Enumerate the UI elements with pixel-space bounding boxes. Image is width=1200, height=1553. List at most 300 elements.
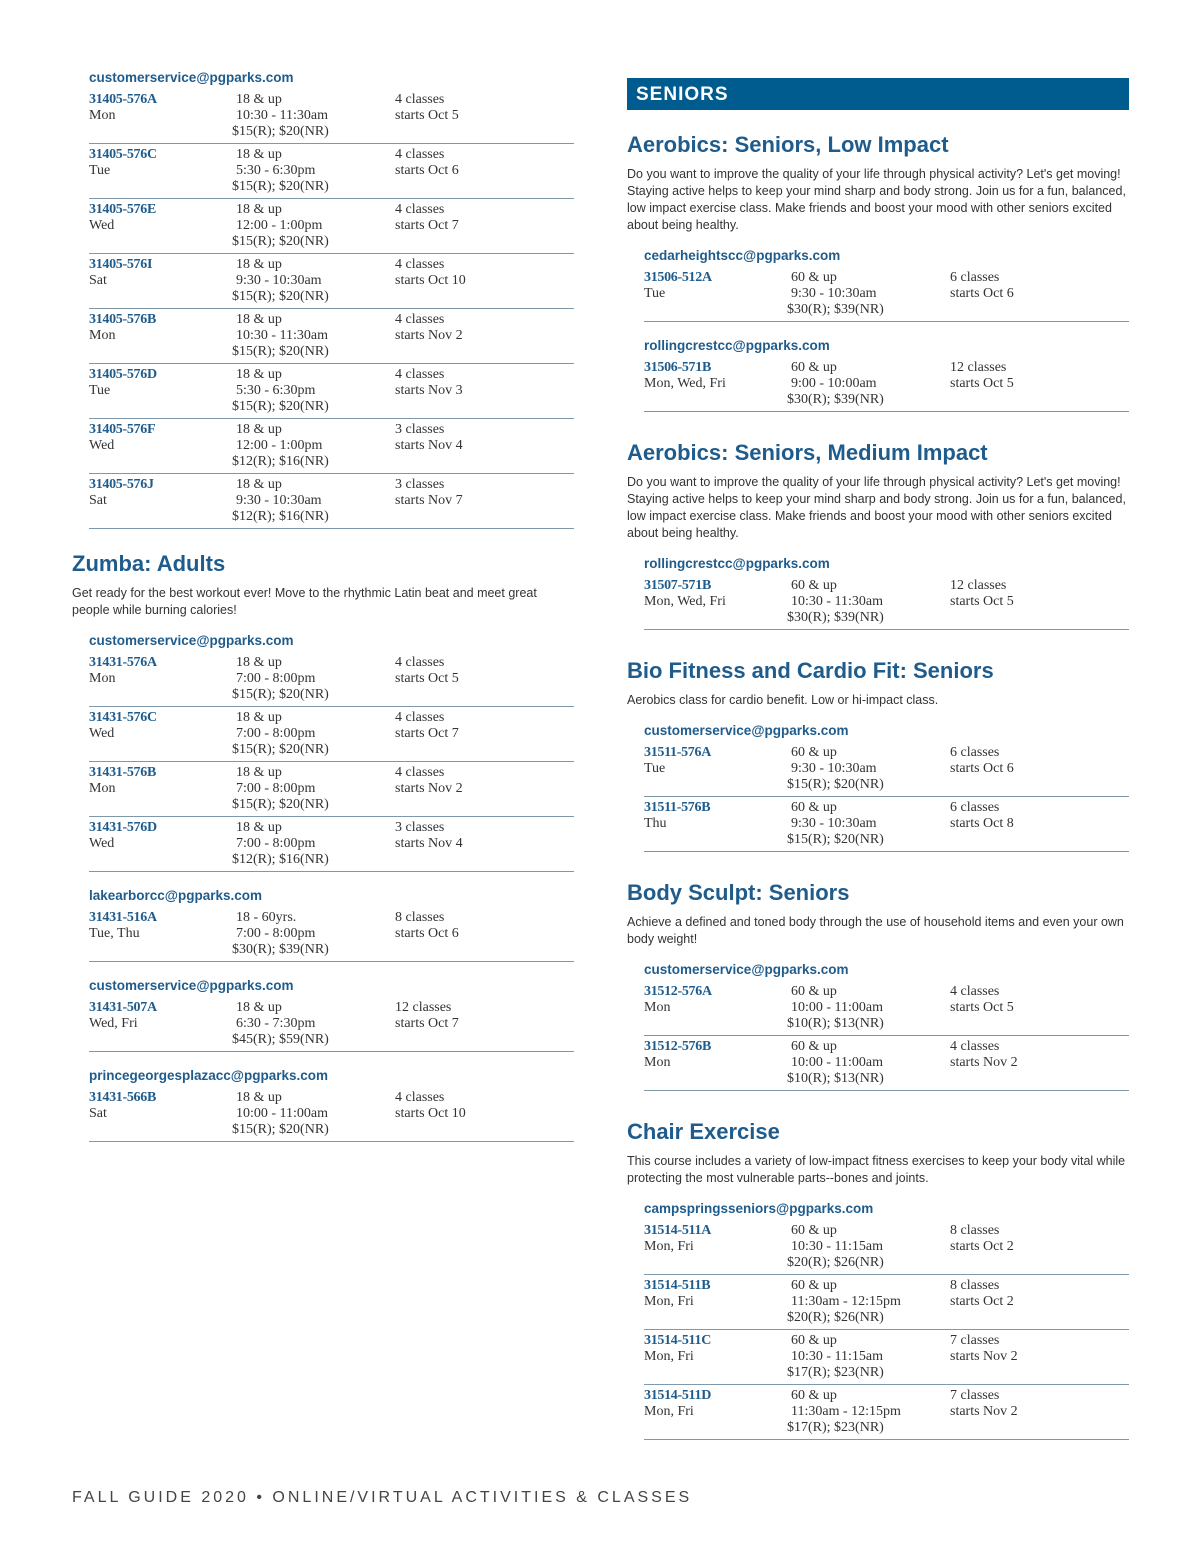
- class-code[interactable]: 31405-576J: [89, 477, 154, 492]
- class-count: 6 classes: [950, 745, 1000, 760]
- class-list: [627, 745, 1129, 852]
- class-entry: [644, 1333, 1129, 1385]
- entry-row: [89, 1000, 574, 1016]
- class-count: 4 classes: [395, 367, 445, 382]
- class-code[interactable]: 31405-576A: [89, 92, 157, 107]
- class-list: [627, 1223, 1129, 1440]
- section-zumba: [72, 551, 574, 1170]
- section-description: Get ready for the best workout ever! Move to the rhythmic Latin beat and meet great people while burning calories!: [72, 586, 537, 617]
- class-count: 4 classes: [395, 765, 445, 780]
- class-time: 5:30 - 6:30pm: [236, 383, 316, 398]
- class-start: starts Nov 2: [950, 1404, 1018, 1419]
- class-code[interactable]: 31511-576A: [644, 745, 712, 760]
- class-code[interactable]: 31405-576C: [89, 147, 157, 162]
- class-days: Sat: [89, 1106, 107, 1121]
- class-days: Mon, Wed, Fri: [644, 594, 726, 609]
- class-entry: [89, 1000, 574, 1052]
- class-age: 60 & up: [791, 800, 837, 815]
- entry-row: [89, 726, 574, 742]
- class-count: 4 classes: [395, 257, 445, 272]
- class-code[interactable]: 31431-576B: [89, 765, 157, 780]
- class-fee: $10(R); $13(NR): [787, 1016, 884, 1031]
- class-fee: $15(R); $20(NR): [232, 1122, 329, 1137]
- class-fee: $15(R); $20(NR): [787, 832, 884, 847]
- class-days: Mon: [89, 328, 116, 343]
- class-age: 60 & up: [791, 1278, 837, 1293]
- section-medium-impact: [627, 440, 1129, 658]
- schedule-group: [72, 70, 574, 529]
- class-list: [627, 578, 1129, 630]
- class-code[interactable]: 31511-576B: [644, 800, 711, 815]
- class-entry: [89, 147, 574, 199]
- class-count: 4 classes: [395, 1090, 445, 1105]
- class-code[interactable]: 31405-576F: [89, 422, 156, 437]
- class-entry: [89, 257, 574, 309]
- schedule-group: [627, 723, 1129, 852]
- class-age: 18 & up: [236, 312, 282, 327]
- class-age: 60 & up: [791, 360, 837, 375]
- class-start: starts Oct 6: [950, 761, 1014, 776]
- class-start: starts Nov 7: [395, 493, 463, 508]
- entry-row: [89, 836, 574, 852]
- class-count: 6 classes: [950, 800, 1000, 815]
- entry-row: [644, 578, 1129, 594]
- entry-row: [89, 383, 574, 399]
- class-count: 7 classes: [950, 1333, 1000, 1348]
- class-entry: [89, 1090, 574, 1142]
- contact-email[interactable]: lakearborcc@pgparks.com: [89, 888, 262, 903]
- class-fee: $30(R); $39(NR): [787, 392, 884, 407]
- class-entry: [89, 477, 574, 529]
- class-start: starts Oct 7: [395, 218, 459, 233]
- class-age: 60 & up: [791, 1388, 837, 1403]
- class-time: 7:00 - 8:00pm: [236, 671, 316, 686]
- class-time: 12:00 - 1:00pm: [236, 218, 323, 233]
- class-fee: $12(R); $16(NR): [232, 454, 329, 469]
- contact-email[interactable]: campspringsseniors@pgparks.com: [644, 1201, 874, 1216]
- class-time: 7:00 - 8:00pm: [236, 781, 316, 796]
- contact-email[interactable]: customerservice@pgparks.com: [644, 962, 849, 977]
- class-fee: $17(R); $23(NR): [787, 1365, 884, 1380]
- section-banner-seniors: SENIORS: [627, 78, 1129, 110]
- class-count: 4 classes: [395, 147, 445, 162]
- class-start: starts Oct 6: [395, 926, 459, 941]
- class-days: Wed: [89, 726, 115, 741]
- class-age: 18 & up: [236, 1090, 282, 1105]
- class-days: Tue: [89, 163, 111, 178]
- class-time: 10:30 - 11:30am: [236, 108, 329, 123]
- class-entry: [644, 1278, 1129, 1330]
- class-fee: $30(R); $39(NR): [787, 610, 884, 625]
- class-age: 18 & up: [236, 765, 282, 780]
- class-code[interactable]: 31507-571B: [644, 578, 712, 593]
- class-list: [72, 92, 574, 529]
- class-code[interactable]: 31431-576D: [89, 820, 157, 835]
- class-list: [72, 1090, 574, 1142]
- class-count: 4 classes: [395, 92, 445, 107]
- entry-row: [89, 477, 574, 493]
- class-days: Wed: [89, 438, 115, 453]
- class-start: starts Oct 6: [395, 163, 459, 178]
- class-code[interactable]: 31506-571B: [644, 360, 712, 375]
- entry-row: [644, 761, 1129, 777]
- class-code[interactable]: 31514-511D: [644, 1388, 712, 1403]
- class-days: Mon: [644, 1055, 671, 1070]
- class-fee: $15(R); $20(NR): [232, 687, 329, 702]
- contact-email[interactable]: cedarheightscc@pgparks.com: [644, 248, 841, 263]
- class-start: starts Oct 7: [395, 726, 459, 741]
- entry-row: [644, 376, 1129, 392]
- class-code[interactable]: 31514-511B: [644, 1278, 711, 1293]
- class-time: 9:30 - 10:30am: [791, 761, 877, 776]
- class-days: Mon, Fri: [644, 1349, 694, 1364]
- class-time: 10:00 - 11:00am: [791, 1055, 884, 1070]
- schedule-group: [72, 1068, 574, 1142]
- class-count: 4 classes: [950, 984, 1000, 999]
- class-time: 9:30 - 10:30am: [791, 286, 877, 301]
- class-count: 8 classes: [950, 1223, 1000, 1238]
- class-time: 11:30am - 12:15pm: [791, 1404, 901, 1419]
- class-list: [627, 270, 1129, 322]
- class-time: 9:30 - 10:30am: [236, 493, 322, 508]
- class-time: 10:30 - 11:15am: [791, 1239, 884, 1254]
- class-fee: $12(R); $16(NR): [232, 852, 329, 867]
- entry-row: [89, 1106, 574, 1122]
- class-code[interactable]: 31431-507A: [89, 1000, 157, 1015]
- class-entry: [644, 745, 1129, 797]
- class-time: 10:30 - 11:30am: [791, 594, 884, 609]
- schedule-group: [627, 338, 1129, 412]
- class-time: 9:30 - 10:30am: [791, 816, 877, 831]
- class-age: 18 & up: [236, 655, 282, 670]
- class-count: 4 classes: [395, 312, 445, 327]
- class-time: 5:30 - 6:30pm: [236, 163, 316, 178]
- class-fee: $15(R); $20(NR): [787, 777, 884, 792]
- class-fee: $30(R); $39(NR): [232, 942, 329, 957]
- class-count: 4 classes: [950, 1039, 1000, 1054]
- class-days: Tue: [644, 761, 666, 776]
- contact-email[interactable]: customerservice@pgparks.com: [89, 70, 294, 85]
- class-start: starts Nov 2: [395, 328, 463, 343]
- class-days: Tue: [89, 383, 111, 398]
- right-column: [627, 0, 1129, 1468]
- section-title: Aerobics: Seniors, Low Impact: [627, 132, 949, 157]
- class-entry: [89, 367, 574, 419]
- contact-email[interactable]: rollingcrestcc@pgparks.com: [644, 338, 830, 353]
- entry-row: [89, 765, 574, 781]
- class-days: Mon: [644, 1000, 671, 1015]
- entry-row: [89, 218, 574, 234]
- section-bio-fitness: [627, 658, 1129, 880]
- class-code[interactable]: 31431-516A: [89, 910, 157, 925]
- class-time: 10:00 - 11:00am: [236, 1106, 329, 1121]
- class-start: starts Nov 3: [395, 383, 463, 398]
- class-list: [72, 910, 574, 962]
- entry-row: [89, 820, 574, 836]
- class-entry: [89, 765, 574, 817]
- class-start: starts Oct 10: [395, 1106, 466, 1121]
- schedule-group: [72, 978, 574, 1052]
- schedule-groups: [72, 633, 574, 1170]
- schedule-group: [72, 633, 574, 872]
- class-time: 10:30 - 11:15am: [791, 1349, 884, 1364]
- class-start: starts Nov 2: [395, 781, 463, 796]
- entry-row: [644, 745, 1129, 761]
- entry-row: [89, 202, 574, 218]
- entry-row: [89, 655, 574, 671]
- class-code[interactable]: 31514-511A: [644, 1223, 712, 1238]
- class-age: 18 & up: [236, 147, 282, 162]
- class-fee: $20(R); $26(NR): [787, 1310, 884, 1325]
- entry-row: [644, 1388, 1129, 1404]
- class-count: 6 classes: [950, 270, 1000, 285]
- class-time: 11:30am - 12:15pm: [791, 1294, 901, 1309]
- class-days: Mon: [89, 781, 116, 796]
- class-count: 3 classes: [395, 422, 445, 437]
- class-entry: [89, 820, 574, 872]
- class-entry: [89, 312, 574, 364]
- class-count: 12 classes: [950, 360, 1007, 375]
- entry-row: [644, 1333, 1129, 1349]
- class-fee: $17(R); $23(NR): [787, 1420, 884, 1435]
- class-start: starts Oct 5: [950, 1000, 1014, 1015]
- class-code[interactable]: 31431-576C: [89, 710, 157, 725]
- entry-row: [89, 493, 574, 509]
- class-count: 12 classes: [950, 578, 1007, 593]
- entry-row: [89, 1016, 574, 1032]
- class-fee: $15(R); $20(NR): [232, 742, 329, 757]
- class-start: starts Nov 2: [950, 1349, 1018, 1364]
- entry-row: [89, 710, 574, 726]
- class-count: 4 classes: [395, 655, 445, 670]
- class-days: Wed: [89, 836, 115, 851]
- class-fee: $15(R); $20(NR): [232, 344, 329, 359]
- class-age: 18 & up: [236, 367, 282, 382]
- entry-row: [89, 926, 574, 942]
- class-entry: [644, 270, 1129, 322]
- class-code[interactable]: 31405-576E: [89, 202, 157, 217]
- contact-email[interactable]: customerservice@pgparks.com: [89, 633, 294, 648]
- schedule-group: [627, 962, 1129, 1091]
- class-days: Sat: [89, 493, 107, 508]
- section-title: Zumba: Adults: [72, 551, 226, 576]
- class-start: starts Oct 6: [950, 286, 1014, 301]
- section-title: Aerobics: Seniors, Medium Impact: [627, 440, 988, 465]
- class-time: 10:30 - 11:30am: [236, 328, 329, 343]
- class-entry: [644, 1388, 1129, 1440]
- class-count: 4 classes: [395, 710, 445, 725]
- class-entry: [89, 910, 574, 962]
- entry-row: [644, 1055, 1129, 1071]
- class-age: 18 & up: [236, 257, 282, 272]
- class-time: 7:00 - 8:00pm: [236, 926, 316, 941]
- entry-row: [89, 108, 574, 124]
- entry-row: [644, 1349, 1129, 1365]
- class-count: 3 classes: [395, 820, 445, 835]
- page-footer: FALL GUIDE 2020 • ONLINE/VIRTUAL ACTIVITIES & CLASSES: [72, 1489, 693, 1506]
- class-start: starts Nov 4: [395, 836, 463, 851]
- class-start: starts Oct 8: [950, 816, 1014, 831]
- entry-row: [644, 1223, 1129, 1239]
- entry-row: [89, 1090, 574, 1106]
- class-code[interactable]: 31431-576A: [89, 655, 157, 670]
- class-count: 7 classes: [950, 1388, 1000, 1403]
- class-age: 18 & up: [236, 820, 282, 835]
- entry-row: [89, 781, 574, 797]
- section-description: Aerobics class for cardio benefit. Low or hi-impact class.: [627, 693, 939, 707]
- section-body-sculpt: [627, 880, 1129, 1119]
- class-age: 60 & up: [791, 745, 837, 760]
- schedule-groups: [627, 962, 1129, 1119]
- entry-row: [644, 1278, 1129, 1294]
- section-description: This course includes a variety of low-impact fitness exercises to keep your body vital while protecting the most vulnerable parts--bones and joints.: [627, 1154, 1126, 1185]
- class-list: [72, 1000, 574, 1052]
- class-entry: [644, 984, 1129, 1036]
- left-column: [72, 0, 574, 1170]
- class-entry: [89, 422, 574, 474]
- class-entry: [89, 655, 574, 707]
- class-count: 4 classes: [395, 202, 445, 217]
- contact-email[interactable]: princegeorgesplazacc@pgparks.com: [89, 1068, 328, 1083]
- entry-row: [89, 147, 574, 163]
- class-age: 60 & up: [791, 1333, 837, 1348]
- entry-row: [89, 671, 574, 687]
- class-start: starts Oct 2: [950, 1239, 1014, 1254]
- entry-row: [644, 984, 1129, 1000]
- class-code[interactable]: 31405-576B: [89, 312, 157, 327]
- class-code[interactable]: 31506-512A: [644, 270, 712, 285]
- class-age: 18 & up: [236, 202, 282, 217]
- class-start: starts Oct 2: [950, 1294, 1014, 1309]
- class-days: Mon: [89, 671, 116, 686]
- class-entry: [644, 360, 1129, 412]
- entry-row: [89, 438, 574, 454]
- class-count: 8 classes: [950, 1278, 1000, 1293]
- schedule-groups: [627, 1201, 1129, 1468]
- class-time: 6:30 - 7:30pm: [236, 1016, 316, 1031]
- class-code[interactable]: 31514-511C: [644, 1333, 712, 1348]
- class-days: Mon: [89, 108, 116, 123]
- class-start: starts Oct 5: [395, 108, 459, 123]
- class-fee: $45(R); $59(NR): [232, 1032, 329, 1047]
- class-code[interactable]: 31405-576D: [89, 367, 157, 382]
- schedule-group: [627, 1201, 1129, 1440]
- class-fee: $15(R); $20(NR): [232, 234, 329, 249]
- schedule-groups: [627, 248, 1129, 440]
- class-age: 60 & up: [791, 1039, 837, 1054]
- class-count: 3 classes: [395, 477, 445, 492]
- entry-row: [89, 367, 574, 383]
- class-fee: $15(R); $20(NR): [232, 797, 329, 812]
- class-days: Mon, Fri: [644, 1239, 694, 1254]
- entry-row: [644, 1239, 1129, 1255]
- class-count: 8 classes: [395, 910, 445, 925]
- entry-row: [644, 270, 1129, 286]
- class-list: [72, 655, 574, 872]
- class-entry: [644, 1223, 1129, 1275]
- class-days: Wed, Fri: [89, 1016, 138, 1031]
- section-chair-exercise: [627, 1119, 1129, 1468]
- class-time: 9:00 - 10:00am: [791, 376, 877, 391]
- class-entry: [89, 202, 574, 254]
- contact-email[interactable]: rollingcrestcc@pgparks.com: [644, 556, 830, 571]
- class-entry: [89, 710, 574, 762]
- class-days: Tue, Thu: [89, 926, 140, 941]
- class-fee: $30(R); $39(NR): [787, 302, 884, 317]
- class-age: 60 & up: [791, 578, 837, 593]
- class-days: Mon, Fri: [644, 1404, 694, 1419]
- class-age: 60 & up: [791, 1223, 837, 1238]
- section-description: Do you want to improve the quality of your life through physical activity? Let's get moving! Staying active helps to keep your mind sharp and body strong. Join us for a fun, balanced, low impact exercise class. Make friends and boost your mood with other seniors excited about being healthy.: [627, 167, 1126, 232]
- contact-email[interactable]: customerservice@pgparks.com: [644, 723, 849, 738]
- class-age: 18 - 60yrs.: [236, 910, 297, 925]
- class-days: Wed: [89, 218, 115, 233]
- schedule-group: [627, 556, 1129, 630]
- class-time: 12:00 - 1:00pm: [236, 438, 323, 453]
- section-low-impact: [627, 132, 1129, 440]
- class-code[interactable]: 31431-566B: [89, 1090, 157, 1105]
- schedule-group: [72, 888, 574, 962]
- contact-email[interactable]: customerservice@pgparks.com: [89, 978, 294, 993]
- class-start: starts Nov 2: [950, 1055, 1018, 1070]
- class-fee: $15(R); $20(NR): [232, 179, 329, 194]
- class-start: starts Oct 10: [395, 273, 466, 288]
- class-start: starts Oct 5: [950, 376, 1014, 391]
- class-time: 9:30 - 10:30am: [236, 273, 322, 288]
- class-code[interactable]: 31512-576B: [644, 1039, 712, 1054]
- class-fee: $20(R); $26(NR): [787, 1255, 884, 1270]
- class-fee: $15(R); $20(NR): [232, 399, 329, 414]
- entry-row: [89, 312, 574, 328]
- class-days: Sat: [89, 273, 107, 288]
- class-start: starts Oct 5: [395, 671, 459, 686]
- entry-row: [644, 360, 1129, 376]
- entry-row: [89, 92, 574, 108]
- entry-row: [644, 816, 1129, 832]
- class-days: Mon, Fri: [644, 1294, 694, 1309]
- class-age: 18 & up: [236, 422, 282, 437]
- section-description: Do you want to improve the quality of your life through physical activity? Let's get moving! Staying active helps to keep your mind sharp and body strong. Join us for a fun, balanced, low impact exercise class. Make friends and boost your mood with other seniors excited about being healthy.: [627, 475, 1126, 540]
- entry-row: [644, 800, 1129, 816]
- class-list: [627, 360, 1129, 412]
- entry-row: [89, 163, 574, 179]
- class-fee: $15(R); $20(NR): [232, 289, 329, 304]
- class-fee: $12(R); $16(NR): [232, 509, 329, 524]
- class-fee: $15(R); $20(NR): [232, 124, 329, 139]
- section-description: Achieve a defined and toned body through the use of household items and even your own body weight!: [627, 915, 1124, 946]
- class-start: starts Oct 7: [395, 1016, 459, 1031]
- class-time: 10:00 - 11:00am: [791, 1000, 884, 1015]
- entry-row: [89, 328, 574, 344]
- entry-row: [644, 1039, 1129, 1055]
- class-entry: [89, 92, 574, 144]
- class-code[interactable]: 31405-576I: [89, 257, 153, 272]
- entry-row: [89, 422, 574, 438]
- entry-row: [89, 910, 574, 926]
- class-code[interactable]: 31512-576A: [644, 984, 712, 999]
- entry-row: [89, 257, 574, 273]
- schedule-groups: [627, 556, 1129, 658]
- section-title: Body Sculpt: Seniors: [627, 880, 850, 905]
- class-age: 18 & up: [236, 710, 282, 725]
- class-list: [627, 984, 1129, 1091]
- class-start: starts Oct 5: [950, 594, 1014, 609]
- class-time: 7:00 - 8:00pm: [236, 726, 316, 741]
- section-title: Chair Exercise: [627, 1119, 780, 1144]
- class-age: 18 & up: [236, 92, 282, 107]
- entry-row: [644, 594, 1129, 610]
- class-entry: [644, 578, 1129, 630]
